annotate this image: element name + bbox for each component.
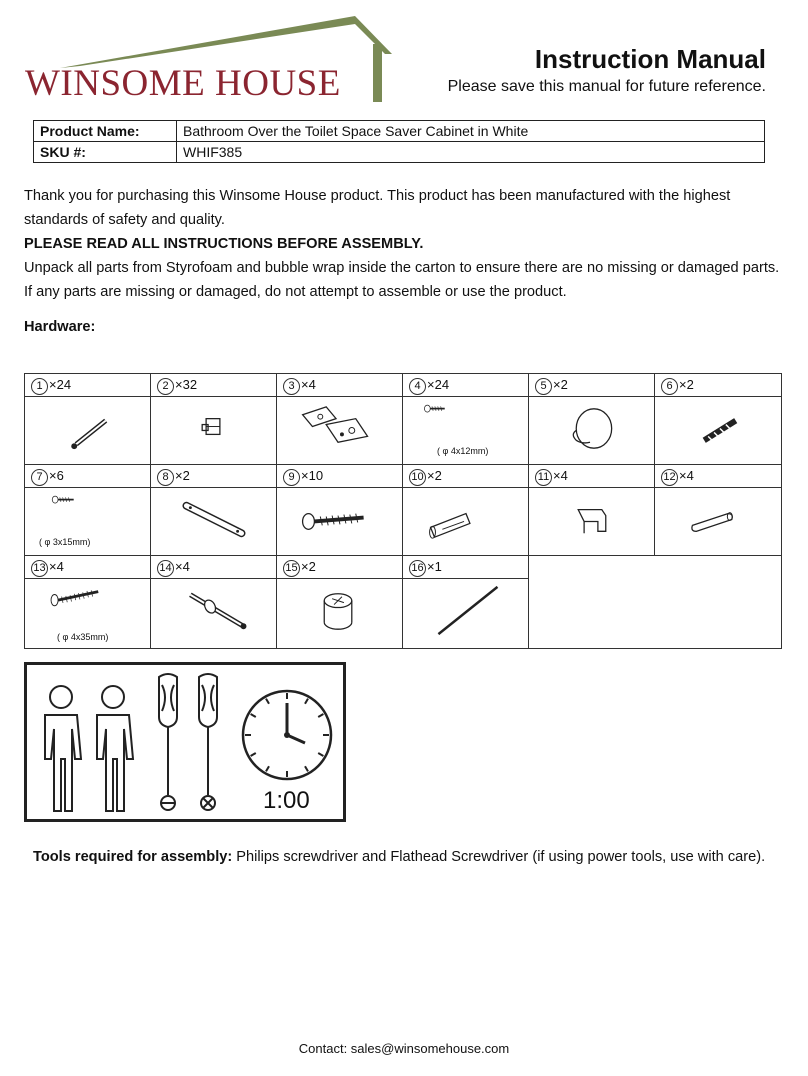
double-cam-bolt-icon — [151, 579, 276, 649]
part-cell-3 — [276, 373, 403, 465]
part-number: 2 — [157, 378, 174, 395]
intro-paragraph: Thank you for purchasing this Winsome House product. This product has been manufactured with the highest standards of safety and quality. — [24, 188, 731, 228]
part-number: 11 — [535, 469, 552, 486]
tools-required-text: Philips screwdriver and Flathead Screwdriver (if using power tools, use with care). — [232, 849, 766, 865]
part-cell-13 — [24, 555, 151, 649]
connector-plate-icon — [151, 488, 276, 556]
part-number: 9 — [283, 469, 300, 486]
brand-logo-text: WINSOME HOUSE — [25, 63, 341, 104]
page-title: Instruction Manual — [534, 44, 766, 74]
shelf-pin-clip-icon — [151, 397, 276, 465]
part-quantity: ×4 — [175, 559, 190, 574]
sku-label: SKU #: — [34, 142, 177, 163]
part-cell-12 — [654, 464, 782, 556]
small-screw-icon — [403, 397, 477, 437]
hardware-heading: Hardware: — [24, 319, 96, 335]
product-value: Bathroom Over the Toilet Space Saver Cabinet in White — [177, 121, 765, 142]
tools-required-label: Tools required for assembly: — [33, 849, 233, 865]
bracket-icon — [529, 488, 654, 556]
part-size-note: ( φ 3x15mm) — [39, 537, 91, 547]
part-number: 5 — [535, 378, 552, 395]
part-cell-empty — [528, 555, 782, 649]
part-cell-4 — [402, 373, 529, 465]
part-quantity: ×4 — [301, 377, 316, 392]
hardware-grid — [24, 373, 782, 649]
part-quantity: ×1 — [427, 559, 442, 574]
part-cell-1 — [24, 373, 151, 465]
part-cell-16 — [402, 555, 529, 649]
tools-illustration — [24, 662, 346, 822]
tools-required-line — [33, 849, 765, 865]
part-cell-2 — [150, 373, 277, 465]
sku-value: WHIF385 — [177, 142, 765, 163]
part-quantity: ×6 — [49, 468, 64, 483]
part-cell-5 — [528, 373, 655, 465]
cam-bolt-icon — [25, 397, 150, 465]
part-number: 4 — [409, 378, 426, 395]
part-quantity: ×10 — [301, 468, 324, 483]
part-quantity: ×2 — [427, 468, 442, 483]
part-quantity: ×2 — [553, 377, 568, 392]
part-number: 14 — [157, 560, 174, 577]
small-screw-icon — [25, 488, 99, 528]
knob-screw-icon — [655, 397, 781, 465]
part-number: 1 — [31, 378, 48, 395]
part-cell-8 — [150, 464, 277, 556]
part-number: 15 — [283, 560, 300, 577]
part-cell-14 — [150, 555, 277, 649]
screwdrivers-icon — [147, 671, 227, 817]
part-number: 13 — [31, 560, 48, 577]
product-label: Product Name: — [34, 121, 177, 142]
part-quantity: ×32 — [175, 377, 198, 392]
part-quantity: ×24 — [49, 377, 72, 392]
long-screw-icon — [25, 579, 114, 629]
part-cell-10 — [402, 464, 529, 556]
contact-email[interactable]: Contact: sales@winsomehouse.com — [298, 1041, 510, 1056]
wall-anchor-icon — [403, 488, 528, 556]
hinge-icon — [277, 397, 402, 465]
part-cell-6 — [654, 373, 782, 465]
part-quantity: ×4 — [553, 468, 568, 483]
page-subtitle: Please save this manual for future reference. — [447, 78, 766, 95]
part-quantity: ×2 — [175, 468, 190, 483]
part-number: 3 — [283, 378, 300, 395]
part-cell-15 — [276, 555, 403, 649]
sku-row — [34, 142, 765, 163]
part-number: 6 — [661, 378, 678, 395]
read-instructions-warning: PLEASE READ ALL INSTRUCTIONS BEFORE ASSEMBLY. — [24, 236, 424, 252]
part-number: 12 — [661, 469, 678, 486]
part-quantity: ×2 — [679, 377, 694, 392]
product-row — [34, 121, 765, 142]
assembly-time: 1:00 — [263, 787, 310, 814]
part-quantity: ×4 — [679, 468, 694, 483]
part-number: 7 — [31, 469, 48, 486]
part-number: 8 — [157, 469, 174, 486]
part-size-note: ( φ 4x35mm) — [57, 632, 109, 642]
part-quantity: ×2 — [301, 559, 316, 574]
part-cell-11 — [528, 464, 655, 556]
knob-icon — [529, 397, 654, 465]
part-number: 16 — [409, 560, 426, 577]
wood-screw-icon — [277, 488, 402, 556]
part-cell-7 — [24, 464, 151, 556]
part-quantity: ×4 — [49, 559, 64, 574]
clock-icon — [239, 687, 335, 783]
wooden-dowel-icon — [655, 488, 781, 556]
hex-key-rod-icon — [403, 579, 528, 649]
part-cell-9 — [276, 464, 403, 556]
product-info-table — [33, 120, 765, 163]
part-quantity: ×24 — [427, 377, 450, 392]
part-number: 10 — [409, 469, 426, 486]
cam-lock-icon — [277, 579, 402, 649]
part-size-note: ( φ 4x12mm) — [437, 446, 489, 456]
unpack-paragraph: Unpack all parts from Styrofoam and bubble wrap inside the carton to ensure there are no missing or damaged parts. If any parts are missing or damaged, do not attempt to assemble or use the product. — [24, 260, 780, 300]
